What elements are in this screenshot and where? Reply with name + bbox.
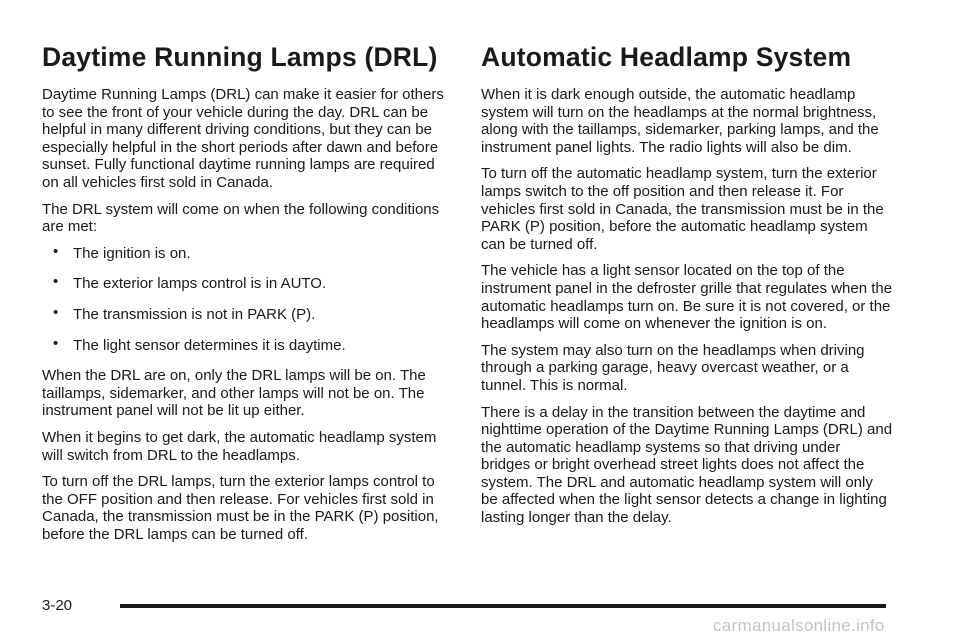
list-item	[42, 242, 454, 263]
drl-heading: Daytime Running Lamps (DRL)	[42, 42, 438, 72]
list-item	[42, 334, 454, 355]
bullet-icon: •	[53, 273, 59, 291]
footer-divider	[120, 604, 886, 608]
drl-dark-paragraph: When it begins to get dark, the automatic headlamp system will switch from DRL to the headlamps.	[42, 428, 437, 464]
transition-delay-paragraph: There is a delay in the transition between the daytime and nighttime operation of the Daytime Running Lamps (DRL) and the automatic headlamp systems so that driving under bridges or bright overhead street lights does not affect the system. The DRL and automatic headlamp system will only be affected when the light sensor detects a change in lighting lasting longer than the delay.	[481, 403, 893, 527]
drl-turn-off-paragraph: To turn off the DRL lamps, turn the exterior lamps control to the OFF position and then release. For vehicles first sold in Canada, the transmission must be in the PARK (P) position, before the DRL lamps can be turned off.	[42, 473, 439, 543]
list-item-text: The transmission is not in PARK (P).	[73, 305, 316, 323]
headlamp-turn-off-paragraph: To turn off the automatic headlamp system, turn the exterior lamps switch to the off position and then release it. For vehicles first sold in Canada, the transmission must be in the PARK (P) position, before the automatic headlamp system can be turned off.	[481, 165, 884, 253]
headlamp-intro-paragraph: When it is dark enough outside, the automatic headlamp system will turn on the headlamps at the normal brightness, along with the taillamps, sidemarker, parking lamps, and the instrument panel lights. The radio lights will also be dim.	[481, 86, 879, 156]
drl-conditions-list	[42, 242, 454, 354]
light-sensor-paragraph: The vehicle has a light sensor located on the top of the instrument panel in the defroster grille that regulates when the automatic headlamps turn on. Be sure it is not covered, or the headlamps will come on whenever the ignition is on.	[481, 262, 893, 333]
bullet-icon: •	[53, 242, 59, 260]
garage-tunnel-paragraph: The system may also turn on the headlamps when driving through a parking garage, heavy overcast weather, or a tunnel. This is normal.	[481, 341, 865, 394]
list-item-text: The light sensor determines it is daytime.	[73, 336, 346, 354]
left-column	[42, 40, 454, 552]
drl-on-paragraph: When the DRL are on, only the DRL lamps will be on. The taillamps, sidemarker, and other lamps will not be on. The instrument panel will not be lit up either.	[42, 367, 426, 420]
list-item-text: The ignition is on.	[73, 244, 191, 262]
right-column	[481, 40, 893, 536]
list-item	[42, 275, 454, 293]
bullet-icon: •	[53, 303, 59, 321]
list-item-text: The exterior lamps control is in AUTO.	[73, 275, 327, 293]
list-item	[42, 303, 454, 324]
watermark: carmanualsonline.info	[713, 616, 885, 635]
drl-conditions-paragraph: The DRL system will come on when the following conditions are met:	[42, 200, 440, 236]
drl-intro-paragraph: Daytime Running Lamps (DRL) can make it easier for others to see the front of your vehicle during the day. DRL can be helpful in many different driving conditions, but they can be especially helpful in the short periods after dawn and before sunset. Fully functional daytime running lamps are required on all vehicles first sold in Canada.	[42, 86, 444, 191]
automatic-headlamp-heading: Automatic Headlamp System	[481, 42, 852, 72]
page-number: 3-20	[42, 597, 73, 614]
bullet-icon: •	[53, 334, 59, 352]
